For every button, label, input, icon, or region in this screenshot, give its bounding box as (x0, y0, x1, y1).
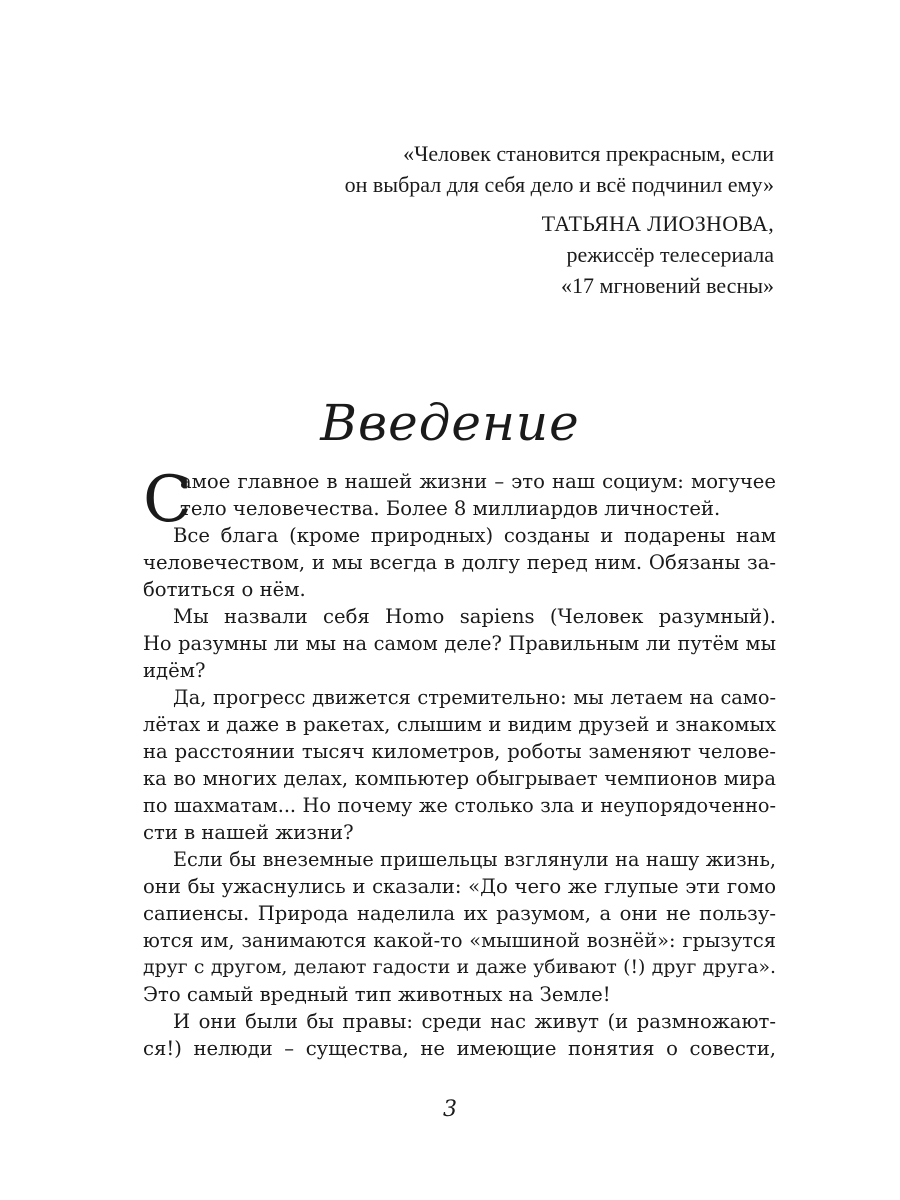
epigraph-author: ТАТЬЯНА ЛИОЗНОВА, (541, 211, 774, 236)
body-line: ботиться о нём. (143, 578, 306, 601)
epigraph-quote-line-1: «Человек становится прекрасным, если (403, 141, 774, 166)
body-line: на расстоянии тысяч километров, роботы заменяют челове- (143, 740, 776, 763)
body-line: идём? (143, 659, 206, 682)
epigraph-series-title: «17 мгновений весны» (561, 273, 774, 298)
body-line: ка во многих делах, компьютер обыгрывает чемпионов мира (143, 767, 776, 790)
body-line: по шахматам... Но почему же столько зла и неупорядоченно- (143, 794, 776, 817)
body-line: друг с другом, делают гадости и даже убивают (!) друг друга». (143, 957, 776, 978)
epigraph-author-role: режиссёр телесериала (566, 242, 774, 267)
body-line: сапиенсы. Природа наделила их разумом, а они не пользу- (143, 902, 776, 925)
body-line: Если бы внеземные пришельцы взглянули на нашу жизнь, (173, 848, 776, 871)
body-line: Но разумны ли мы на самом деле? Правильным ли путём мы (143, 632, 776, 655)
body-line: амое главное в нашей жизни – это наш социум: могучее (180, 470, 776, 493)
page-number: 3 (443, 1097, 457, 1122)
body-line: ются им, занимаются какой-то «мышиной вознёй»: грызутся (143, 929, 776, 952)
body-line: Это самый вредный тип животных на Земле! (143, 983, 611, 1006)
body-line: тело человечества. Более 8 миллиардов личностей. (180, 497, 721, 520)
body-line: И они были бы правы: среди нас живут (и размножают- (173, 1010, 776, 1033)
body-line: Все блага (кроме природных) созданы и подарены нам (173, 524, 776, 547)
body-line: Да, прогресс движется стремительно: мы летаем на само- (173, 686, 776, 709)
chapter-title: Введение (320, 394, 580, 452)
epigraph (254, 138, 774, 301)
body-line: ся!) нелюди – существа, не имеющие понятия о совести, (143, 1037, 776, 1060)
body-line: лётах и даже в ракетах, слышим и видим друзей и знакомых (143, 713, 776, 736)
body-line: человечеством, и мы всегда в долгу перед ним. Обязаны за- (143, 551, 776, 574)
epigraph-quote-line-2: он выбрал для себя дело и всё подчинил ему» (344, 172, 774, 197)
body-line: сти в нашей жизни? (143, 821, 354, 844)
body-line: Мы назвали себя Homo sapiens (Человек разумный). (173, 605, 776, 628)
body-text (143, 463, 776, 1062)
body-line: они бы ужаснулись и сказали: «До чего же глупые эти гомо (143, 875, 776, 898)
drop-cap: С (143, 463, 192, 537)
